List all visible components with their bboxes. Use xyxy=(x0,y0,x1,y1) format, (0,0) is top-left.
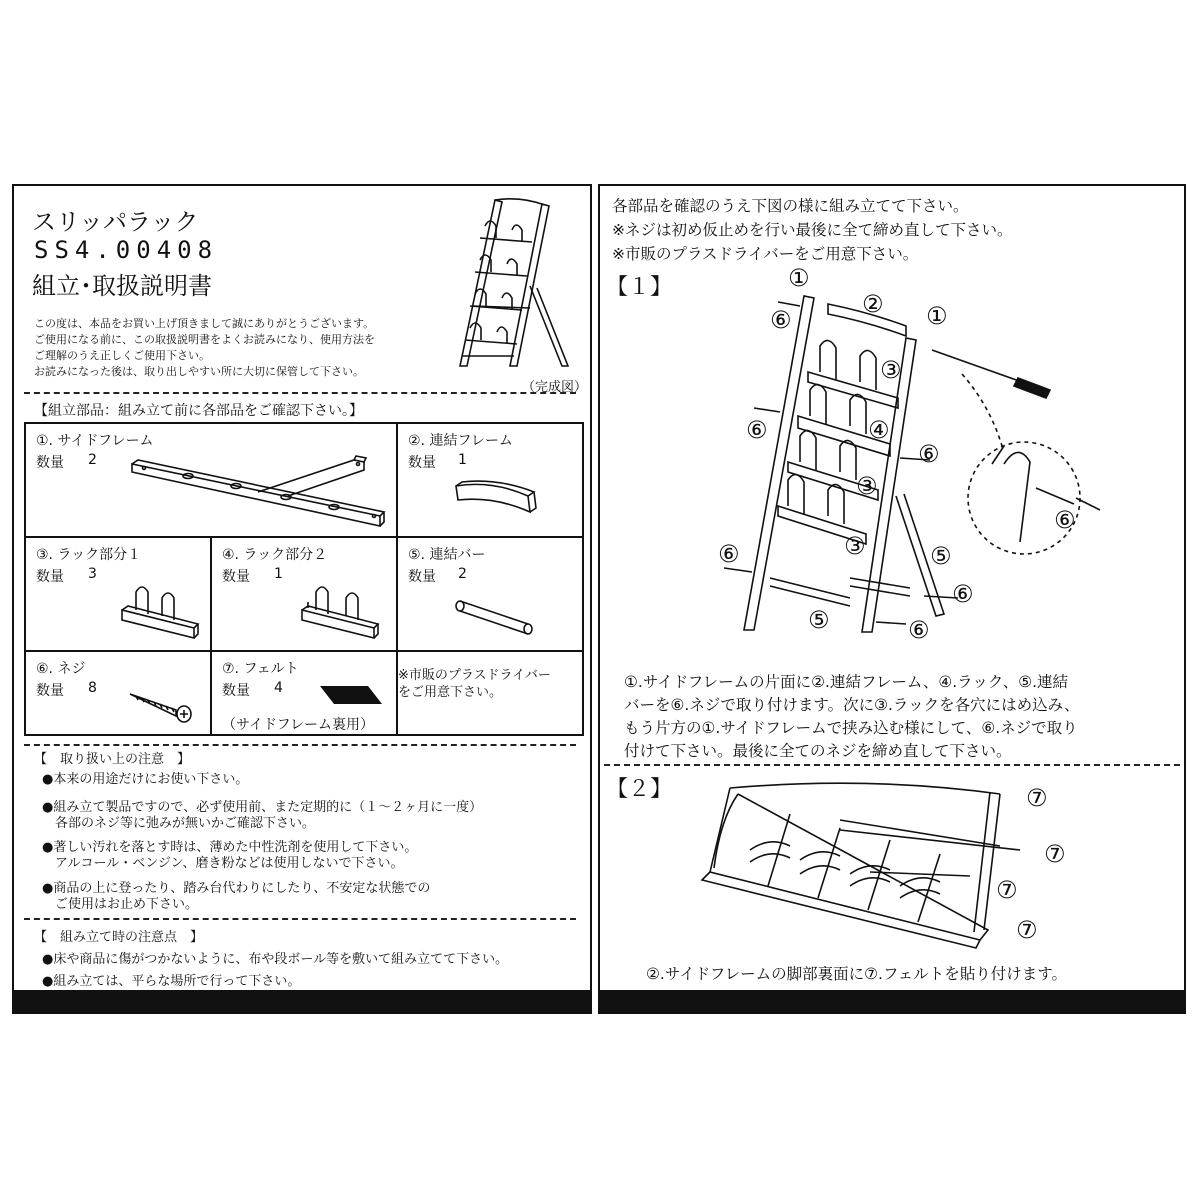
part-4-name: ④. ラック部分２ xyxy=(222,547,328,563)
assembly-notes-header: 【 組み立て時の注意点 】 xyxy=(34,930,204,945)
step-1-text-1: ①.サイドフレームの片面に②.連結フレーム、④.ラック、⑤.連結 xyxy=(624,673,1069,691)
handling-item-2a: ●組み立て製品ですので、必ず使用前、また定期的に（１～２ヶ月に一度） xyxy=(42,800,483,815)
assembly-note-1: ●床や商品に傷がつかないように、布や段ボール等を敷いて組み立てて下さい。 xyxy=(42,952,509,967)
rack-part-2-icon xyxy=(298,580,388,642)
part-7-qty-label: 数量 xyxy=(222,683,250,699)
left-bottom-bar xyxy=(12,990,592,1014)
callout-6c: ⑥ xyxy=(918,440,940,468)
step-1-text-2: バーを⑥.ネジで取り付けます。次に③.ラックを各穴にはめ込み、 xyxy=(624,696,1080,714)
handling-header: 【 取り扱い上の注意 】 xyxy=(34,752,191,767)
callout-6g: ⑥ xyxy=(908,616,930,644)
part-3-qty: 3 xyxy=(88,566,97,582)
callout-2: ② xyxy=(862,290,884,318)
doc-title: 組立･取扱説明書 xyxy=(32,272,212,300)
step-2-text: ②.サイドフレームの脚部裏面に⑦.フェルトを貼り付けます。 xyxy=(646,965,1067,983)
part-5-qty-label: 数量 xyxy=(408,569,436,585)
driver-note-2: をご用意下さい。 xyxy=(398,685,503,700)
intro-line-4: お読みになった後は、取り出しやすい所に大切に保管して下さい。 xyxy=(34,365,364,378)
right-intro-1: 各部品を確認のうえ下図の様に組み立てて下さい。 xyxy=(612,197,969,215)
handling-item-3a: ●著しい汚れを落とす時は、薄めた中性洗剤を使用して下さい。 xyxy=(42,840,418,855)
connecting-bar-icon xyxy=(452,598,538,638)
completed-rack-illustration xyxy=(450,196,580,376)
right-intro-3: ※市販のプラスドライバーをご用意下さい。 xyxy=(612,245,919,263)
callout-4: ④ xyxy=(868,416,890,444)
step-2-diagram xyxy=(690,780,1030,950)
product-name: スリッパラック xyxy=(32,208,199,236)
connecting-frame-icon xyxy=(452,478,542,520)
product-code: SS4.00408 xyxy=(34,236,219,264)
handling-item-4b: ご使用はお止め下さい。 xyxy=(42,897,199,912)
part-2-name: ②. 連結フレーム xyxy=(408,433,513,449)
part-6-name: ⑥. ネジ xyxy=(36,661,86,677)
part-7-qty: 4 xyxy=(274,680,283,696)
handling-item-4a: ●商品の上に登ったり、踏み台代わりにしたり、不安定な状態での xyxy=(42,881,431,896)
callout-6e: ⑥ xyxy=(718,540,740,568)
intro-line-2: ご使用になる前に、この取扱説明書をよくお読みになり、使用方法を xyxy=(34,333,375,346)
driver-note-1: ※市販のプラスドライバー xyxy=(398,668,551,683)
side-frame-icon xyxy=(128,454,390,534)
handling-item-1: ●本来の用途だけにお使い下さい。 xyxy=(42,772,249,787)
rack-part-1-icon xyxy=(118,580,204,642)
callout-3c: ③ xyxy=(844,532,866,560)
divider-2 xyxy=(24,744,576,746)
part-4-qty: 1 xyxy=(274,566,283,582)
part-7-name: ⑦. フェルト xyxy=(222,661,299,677)
callout-7a: ⑦ xyxy=(1026,784,1048,812)
callout-6a: ⑥ xyxy=(770,306,792,334)
step-1-label: 【１】 xyxy=(606,275,673,300)
intro-line-3: ご理解のうえ正しくご使用下さい。 xyxy=(34,349,210,362)
part-2-qty: 1 xyxy=(458,452,467,468)
part-7-note: （サイドフレーム裏用） xyxy=(222,717,375,733)
part-4-qty-label: 数量 xyxy=(222,569,250,585)
callout-6f: ⑥ xyxy=(952,580,974,608)
handling-item-2b: 各部のネジ等に弛みが無いかご確認下さい。 xyxy=(42,816,316,831)
part-3-qty-label: 数量 xyxy=(36,569,64,585)
callout-3a: ③ xyxy=(880,356,902,384)
divider-1 xyxy=(24,392,576,394)
screw-icon xyxy=(128,690,198,724)
felt-icon xyxy=(318,684,384,706)
part-5-name: ⑤. 連結バー xyxy=(408,547,486,563)
part-1-qty: 2 xyxy=(88,452,97,468)
parts-header: 【組立部品：組み立て前に各部品をご確認下さい。】 xyxy=(34,403,363,419)
intro-line-1: この度は、本品をお買い上げ頂きまして誠にありがとうございます。 xyxy=(34,317,375,330)
right-intro-2: ※ネジは初め仮止めを行い最後に全て締め直して下さい。 xyxy=(612,221,1013,239)
callout-3b: ③ xyxy=(856,472,878,500)
step-1-text-3: もう片方の①.サイドフレームで挟み込む様にして、⑥.ネジで取り xyxy=(624,719,1078,737)
step-1-exploded-diagram xyxy=(700,286,1180,656)
divider-3 xyxy=(24,918,576,920)
callout-6d: ⑥ xyxy=(1054,506,1076,534)
step-2-label: 【２】 xyxy=(606,777,673,802)
assembly-note-2: ●組み立ては、平らな場所で行って下さい。 xyxy=(42,974,301,989)
callout-7c: ⑦ xyxy=(996,876,1018,904)
part-3-name: ③. ラック部分１ xyxy=(36,547,142,563)
callout-1b: ① xyxy=(926,302,948,330)
part-6-qty-label: 数量 xyxy=(36,683,64,699)
callout-7d: ⑦ xyxy=(1016,916,1038,944)
step-1-text-4: 付けて下さい。最後に全てのネジを締め直して下さい。 xyxy=(624,742,1012,760)
divider-step-2 xyxy=(604,764,1180,766)
callout-5b: ⑤ xyxy=(808,606,830,634)
complete-caption: （完成図） xyxy=(522,380,588,395)
right-bottom-bar xyxy=(598,990,1186,1014)
callout-7b: ⑦ xyxy=(1044,840,1066,868)
part-2-qty-label: 数量 xyxy=(408,455,436,471)
part-6-qty: 8 xyxy=(88,680,97,696)
callout-1a: ① xyxy=(788,264,810,292)
callout-6b: ⑥ xyxy=(746,416,768,444)
handling-item-3b: アルコール・ベンジン、磨き粉などは使用しないで下さい。 xyxy=(42,856,404,871)
part-1-name: ①. サイドフレーム xyxy=(36,433,154,449)
part-5-qty: 2 xyxy=(458,566,467,582)
callout-5a: ⑤ xyxy=(930,542,952,570)
part-1-qty-label: 数量 xyxy=(36,455,64,471)
